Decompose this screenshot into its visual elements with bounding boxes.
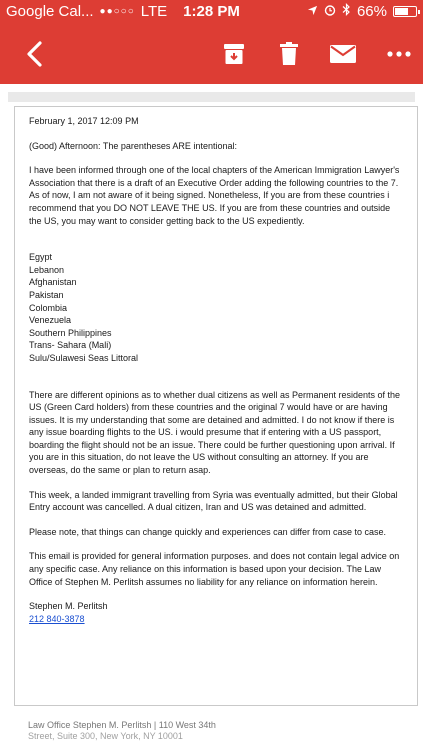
back-arrow-icon[interactable] xyxy=(18,38,50,70)
paragraph-please-note: Please note, that things can change quickly and experiences can differ from case to case. xyxy=(29,526,387,537)
more-dots-icon[interactable] xyxy=(383,38,415,70)
email-toolbar xyxy=(0,24,423,84)
list-item: Venezuela xyxy=(29,315,72,326)
back-to-app-label[interactable]: Google Cal... xyxy=(6,3,94,20)
list-item: Colombia xyxy=(29,302,68,313)
paragraph-this-week: This week, a landed immigrant travelling from Syria was eventually admitted, but their Global Entry account was cancelled. A dual citizen, Iran and US was detained and admitted. xyxy=(29,489,398,513)
clock: 1:28 PM xyxy=(183,3,240,20)
paragraph-dual-citizens: There are different opinions as to whether dual citizens as well as Permanent residents of the US (Green Card holders) from these countries and the original 7 would have or are having issues. It is my understanding that some are detained and admitted. I do not know if there is any issue boarding flights to the US. i would presume that if entering with a US passport, boarding the flight should not be an issue. There could be further questioning upon arrival. If you are in this situation, do not leave the US without consulting an attorney. If you are overseas, do the same or plan to return asap. xyxy=(29,389,401,476)
signal-strength: ●●○○○ xyxy=(99,6,135,17)
country-list xyxy=(29,251,403,364)
email-message xyxy=(14,106,418,706)
greeting: (Good) Afternoon: The parentheses ARE intentional: xyxy=(29,140,237,151)
signature-name: Stephen M. Perlitsh xyxy=(29,601,108,612)
battery-icon xyxy=(393,6,417,17)
list-item: Southern Philippines xyxy=(29,327,112,338)
battery-percentage: 66% xyxy=(356,3,387,20)
list-item: Egypt xyxy=(29,252,53,263)
email-date: February 1, 2017 12:09 PM xyxy=(29,116,139,126)
location-icon xyxy=(307,3,318,20)
paragraph-executive-order: I have been informed through one of the local chapters of the American Immigration Lawyer's Association that there is a draft of an Executive Order adding the following countries to the 7. As of now, I am not aware of it being signed. Nonetheless, If you are from these countries i recommend that you DO NOT LEAVE THE US. If you are from these countries and outside the US, you may want to consider getting back to the US expediently. xyxy=(29,165,400,226)
list-item: Afghanistan xyxy=(29,277,77,288)
email-footer xyxy=(28,720,408,742)
list-item: Sulu/Sulawesi Seas Littoral xyxy=(29,352,139,363)
signature-phone-link[interactable]: 212 840-3878 xyxy=(29,613,85,624)
trash-icon[interactable] xyxy=(273,38,305,70)
quoted-header-bar xyxy=(8,92,415,102)
network-type: LTE xyxy=(140,3,168,20)
paragraph-disclaimer: This email is provided for general information purposes. and does not contain legal advice on any specific case. Any reliance on this information is based upon your decision. The Law Office of Stephen M. Perlitsh assumes no liability for any reliance on information herein. xyxy=(29,551,400,587)
list-item: Trans- Sahara (Mali) xyxy=(29,340,112,351)
alarm-icon xyxy=(324,3,336,20)
footer-address-line-2: Street, Suite 300, New York, NY 10001 xyxy=(28,731,183,741)
list-item: Pakistan xyxy=(29,289,64,300)
email-body-area[interactable] xyxy=(0,84,423,750)
envelope-icon[interactable] xyxy=(327,38,359,70)
status-bar xyxy=(0,0,423,24)
archive-icon[interactable] xyxy=(218,38,250,70)
footer-address-line-1: Law Office Stephen M. Perlitsh | 110 West 34th xyxy=(28,720,216,730)
list-item: Lebanon xyxy=(29,264,65,275)
bluetooth-icon xyxy=(342,3,351,20)
